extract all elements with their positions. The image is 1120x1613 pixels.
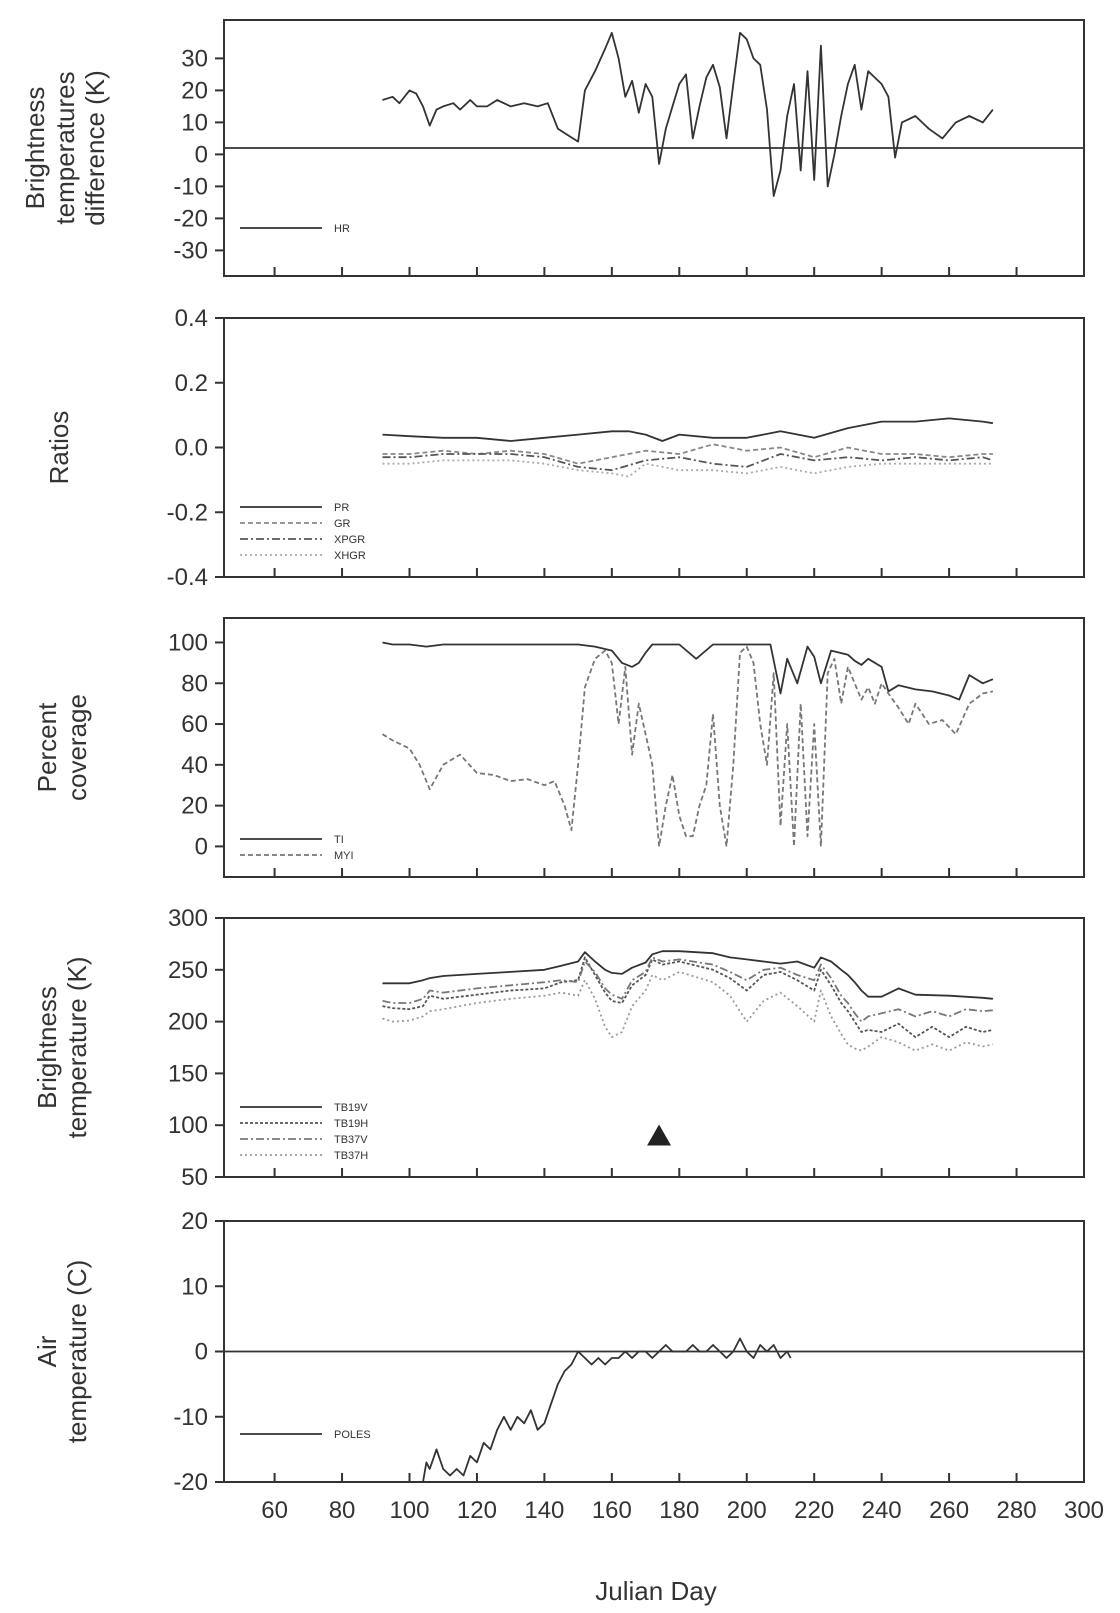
panel-1 (20, 20, 1084, 276)
panel-4 (32, 905, 1084, 1191)
legend-label-poles: POLES (334, 1429, 371, 1441)
series-line-xhgr (383, 460, 993, 476)
legend-label-ti: TI (334, 834, 344, 846)
x-tick-label: 240 (861, 1497, 902, 1524)
series-line-xpgr (383, 454, 993, 470)
y-tick-label: -0.4 (166, 564, 208, 591)
triangle-marker (647, 1125, 671, 1146)
x-tick-label: 160 (591, 1497, 632, 1524)
y-tick-label: 50 (181, 1164, 208, 1191)
y-tick-label: 10 (181, 1273, 208, 1301)
legend-label-gr: GR (334, 518, 351, 530)
y-axis-title-line: Percent (32, 702, 62, 793)
y-tick-label: 0 (194, 833, 208, 861)
y-tick-label: -10 (173, 1403, 208, 1431)
y-tick-label: 10 (181, 109, 208, 137)
y-tick-label: 0.0 (174, 434, 208, 462)
y-tick-label: 20 (181, 792, 208, 820)
y-tick-label: 250 (167, 956, 208, 984)
panel-3 (32, 618, 1084, 877)
x-tick-label: 100 (389, 1497, 430, 1524)
x-tick-label: 140 (524, 1497, 565, 1524)
panel-frame (224, 618, 1084, 877)
legend-label-pr: PR (334, 502, 350, 514)
y-axis-title-line: Air (32, 1335, 62, 1368)
y-tick-label: 0 (194, 141, 208, 169)
y-axis-title-line: Ratios (44, 410, 74, 485)
x-tick-label: 120 (456, 1497, 497, 1524)
y-tick-label: 60 (181, 711, 208, 739)
x-axis-title: Julian Day (595, 1576, 717, 1606)
series-line-pr (383, 418, 993, 441)
x-tick-label: 260 (929, 1497, 970, 1524)
y-tick-label: -0.2 (166, 499, 208, 527)
x-tick-label: 60 (261, 1497, 288, 1524)
y-tick-label: 30 (181, 45, 208, 73)
panel-5 (32, 1208, 1104, 1524)
series-line-myi (383, 647, 993, 847)
legend-label-tb37h: TB37H (334, 1150, 369, 1162)
x-tick-label: 80 (328, 1497, 356, 1524)
legend-label-myi: MYI (334, 850, 354, 862)
x-tick-label: 220 (794, 1497, 835, 1524)
y-tick-label: 20 (181, 1208, 208, 1235)
y-tick-label: 20 (181, 77, 208, 105)
y-tick-label: 0 (194, 1338, 208, 1366)
series-line-hr (383, 33, 993, 196)
x-tick-label: 200 (726, 1497, 767, 1524)
y-tick-label: 300 (167, 905, 208, 932)
y-tick-label: 100 (167, 1112, 208, 1140)
series-line-tb37h (383, 972, 993, 1051)
y-tick-label: 100 (167, 629, 208, 657)
legend-label-hr: HR (334, 223, 350, 235)
y-tick-label: 200 (167, 1008, 208, 1036)
legend-label-tb37v: TB37V (334, 1134, 368, 1146)
series-line-ti (383, 643, 993, 700)
series-line-tb19h (383, 957, 993, 1037)
y-tick-label: 0.2 (174, 369, 208, 397)
y-axis-title-line: coverage (62, 694, 92, 801)
y-axis-title-line: Brightness (20, 86, 50, 210)
y-tick-label: -20 (173, 205, 208, 233)
y-tick-label: -10 (173, 173, 208, 201)
x-tick-label: 280 (996, 1497, 1037, 1524)
series-line-poles (423, 1339, 791, 1483)
x-tick-label: 180 (659, 1497, 700, 1524)
y-axis-title-line: temperature (C) (62, 1259, 92, 1444)
legend-label-xhgr: XHGR (334, 550, 366, 562)
y-tick-label: 0.4 (174, 305, 208, 332)
legend-label-xpgr: XPGR (334, 534, 366, 546)
panel-2 (44, 305, 1084, 591)
y-axis-title-line: temperatures (50, 71, 80, 225)
y-axis-title-line: temperature (K) (62, 956, 92, 1139)
y-tick-label: -30 (173, 237, 208, 265)
y-tick-label: 80 (181, 670, 208, 698)
y-tick-label: -20 (173, 1469, 208, 1496)
y-tick-label: 150 (167, 1060, 208, 1088)
x-tick-label: 300 (1063, 1497, 1105, 1524)
y-tick-label: 40 (181, 751, 208, 779)
y-axis-title-line: difference (K) (80, 70, 110, 226)
y-axis-title-line: Brightness (32, 986, 62, 1109)
legend-label-tb19h: TB19H (334, 1118, 369, 1130)
legend-label-tb19v: TB19V (334, 1102, 368, 1114)
